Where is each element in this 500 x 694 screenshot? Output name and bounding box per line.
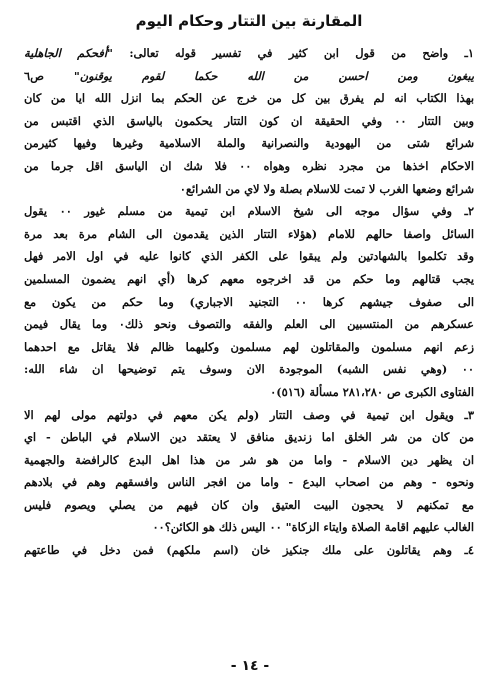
text-segment: ٤ـ وهم يقاتلون على ملك جنكيز خان (اسم ملكهم) فمن دخل في طاعتهم: [24, 543, 474, 558]
text-line: [24, 132, 474, 155]
text-segment: وبين التتار ٠٠ وفي الحقيقة ان كون التتار يحكمون بالياسق الذي اقتبس من: [24, 113, 474, 128]
text-line: [24, 178, 474, 201]
text-line: [24, 110, 474, 133]
text-line: [24, 381, 474, 404]
text-line: [24, 42, 474, 65]
text-line: [24, 426, 474, 449]
text-segment: ونحوه - وهم من اصحاب البدع - واما من افجر الناس وافسقهم وهم في بلادهم: [24, 475, 474, 490]
text-line: [24, 539, 474, 562]
quran-verse: أفحكم الجاهلية: [24, 46, 108, 60]
text-line: [24, 65, 474, 88]
text-segment: يجب قتالهم وما حكم من قد اخرجوه معهم كرها (أي انهم يضمون المسلمين: [24, 271, 474, 286]
text-segment: ٠٠ (وهي نفس الشبه) الموجودة الان وسوف يتم توضيحها ان شاء الله:: [24, 362, 474, 377]
text-segment: وقد تكلموا بالشهادتين ولم يبقوا على الكفر الذي كانوا عليه في اول الامر فهل: [24, 249, 474, 264]
body-text: [24, 42, 474, 562]
text-line: [24, 200, 474, 223]
page-title: المقارنة بين التتار وحكام اليوم: [135, 12, 363, 30]
text-segment: من كان من شر الخلق اما زنديق منافق لا يعتقد دين الاسلام في الباطن - اي: [24, 430, 474, 445]
text-line: [24, 494, 474, 517]
text-line: [24, 358, 474, 381]
text-line: [24, 291, 474, 314]
text-line: [24, 87, 474, 110]
text-segment: السائل واصفا حالهم للامام (هؤلاء التتار الذين يقدمون الى الشام مرة بعد مرة: [24, 226, 474, 241]
text-segment: شرائع شتى من اليهودية والنصرانية والملة الاسلامية وغيرها وفيها كثيرمن: [24, 136, 474, 151]
text-segment: ١ـ واضح من قول ابن كثير في تفسير قوله تعالى: ": [107, 46, 474, 60]
text-segment: شرائع وضعها الغرب لا تمت للاسلام بصلة ولا لاي من الشرائع٠: [179, 181, 474, 196]
quran-verse: يبغون ومن احسن من الله حكما لقوم يوقنون: [79, 68, 474, 83]
text-segment: مع تمكنهم لا يحجون البيت العتيق وان كان فيهم من يصلي ويصوم فليس: [24, 497, 474, 512]
text-line: [24, 155, 474, 178]
text-segment: ان يظهر دين الاسلام - واما من هو شر من هذا اهل البدع كالرافضة والجهمية: [24, 452, 474, 467]
text-line: [24, 471, 474, 494]
text-segment: ٣ـ ويقول ابن تيمية في وصف التتار (ولم يكن معهم في دولتهم مولى لهم الا: [24, 407, 474, 422]
text-line: [24, 245, 474, 268]
text-line: [24, 336, 474, 359]
text-line: [24, 516, 474, 539]
text-line: [24, 223, 474, 246]
text-segment: بهذا الكتاب انه لم يفرق بين كل من خرج عن الحكم بما انزل الله ايا من كان: [24, 91, 474, 106]
text-line: [24, 268, 474, 291]
text-segment: عسكرهم من المنتسبين الى العلم والفقه والتصوف ونحو ذلك٠ وما يقال فيمن: [24, 317, 474, 332]
text-segment: الاحكام اخذها من مجرد نظره وهواه ٠٠ فلا شك ان الياسق اقل جرما من: [24, 158, 474, 173]
text-line: [24, 449, 474, 472]
text-line: [24, 313, 474, 336]
text-segment: الغالب عليهم اقامة الصلاة وايتاء الزكاة" ٠٠ اليس ذلك هو الكائن؟٠٠: [152, 520, 474, 535]
text-segment: " ص٦: [24, 68, 80, 83]
page-number: - ١٤ -: [230, 658, 270, 674]
text-line: [24, 404, 474, 427]
text-segment: زعم انهم مسلمون والمقاتلون لهم مسلمون وكليهما ظالم فلا يقاتل مع احدهما: [24, 339, 474, 354]
text-segment: الفتاوى الكبرى ص ٢٨١،٢٨٠ مسألة (٥١٦)٠: [270, 384, 474, 399]
text-segment: الى صفوف جيشهم كرها ٠٠ التجنيد الاجباري) وما حكم من يكون مع: [24, 294, 474, 309]
text-segment: ٢ـ وفي سؤال موجه الى شيخ الاسلام ابن تيمية من مسلم غيور ٠٠ يقول: [24, 204, 474, 219]
